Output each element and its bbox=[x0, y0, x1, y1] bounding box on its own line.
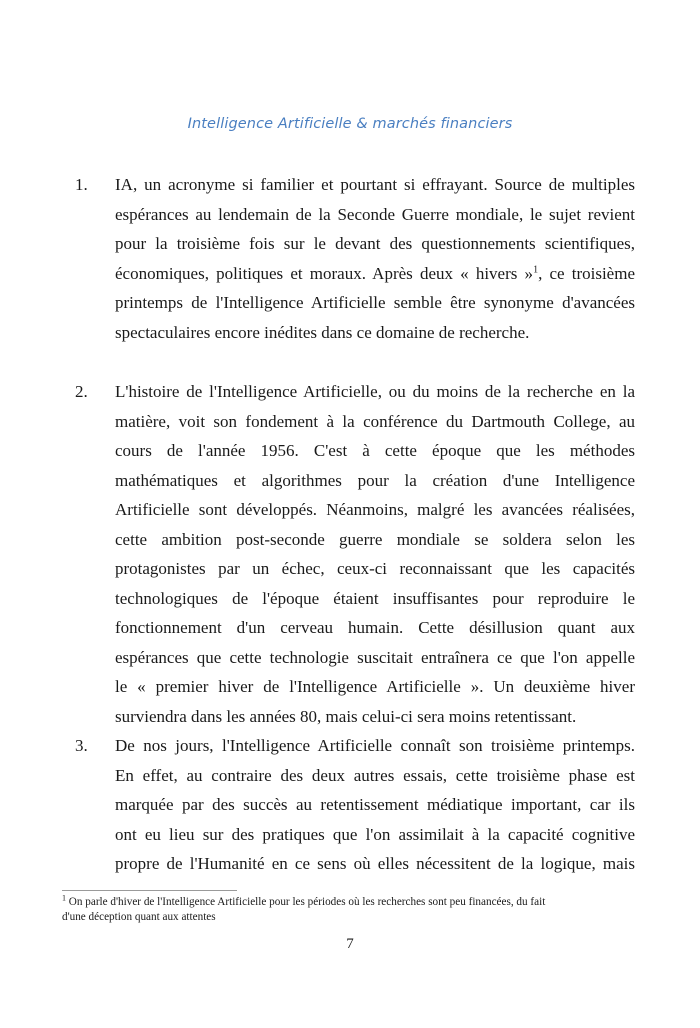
text-line-with-footnote bbox=[115, 259, 635, 289]
text-line: L'histoire de l'Intelligence Artificielle, ou du moins de la recherche en la bbox=[115, 382, 635, 401]
paragraph-number: 1. bbox=[75, 175, 88, 194]
text-line: protagonistes par un échec, ceux-ci reconnaissant que les capacités bbox=[115, 559, 635, 578]
text-line: mathématiques et algorithmes pour la création d'une Intelligence bbox=[115, 470, 635, 490]
footnote-separator bbox=[62, 890, 237, 891]
text-line: ont eu lieu sur des pratiques que l'on assimilait à la capacité cognitive bbox=[115, 824, 635, 844]
text-line: pour la troisième fois sur le devant des questionnements scientifiques, bbox=[115, 234, 635, 253]
text-line: printemps de l'Intelligence Artificielle semble être synonyme d'avancées bbox=[115, 293, 635, 312]
footnote bbox=[62, 895, 638, 925]
text-line: Artificielle sont développés. Néanmoins, malgré les avancées réalisées, bbox=[115, 500, 635, 519]
page-number: 7 bbox=[346, 936, 354, 952]
text-line: cours de l'année 1956. C'est à cette époque que les méthodes bbox=[115, 441, 635, 460]
text-line: technologiques de l'époque étaient insuffisantes pour reproduire le bbox=[115, 588, 635, 608]
text-line: matière, voit son fondement à la conférence du Dartmouth College, au bbox=[115, 411, 635, 431]
text-line: le « premier hiver de l'Intelligence Artificielle ». Un deuxième hiver bbox=[115, 677, 635, 696]
paragraph-text bbox=[115, 170, 635, 347]
text-line: fonctionnement d'un cerveau humain. Cette désillusion quant aux bbox=[115, 618, 635, 637]
text-line: De nos jours, l'Intelligence Artificielle connaît son troisième printemps. bbox=[115, 736, 635, 755]
footnote-reference[interactable]: 1 bbox=[533, 263, 539, 275]
footnote-text: d'une déception quant aux attentes bbox=[62, 911, 216, 923]
text-segment: , ce troisième bbox=[538, 263, 636, 283]
footnote-text: On parle d'hiver de l'Intelligence Artificielle pour les périodes où les recherches sont peu financées, du fait bbox=[66, 896, 546, 908]
text-segment: économiques, politiques et moraux. Après deux « hivers » bbox=[115, 263, 534, 283]
paragraph-number: 3. bbox=[75, 736, 88, 755]
text-line: espérances au lendemain de la Seconde Guerre mondiale, le sujet revient bbox=[115, 204, 635, 224]
text-line: propre de l'Humanité en ce sens où elles nécessitent de la logique, mais bbox=[115, 854, 635, 873]
footnote-marker: 1 bbox=[62, 893, 66, 903]
text-line: cette ambition post-seconde guerre mondiale se soldera selon les bbox=[115, 529, 635, 549]
document-title: Intelligence Artificielle & marchés financiers bbox=[187, 116, 513, 132]
paragraph-number: 2. bbox=[75, 382, 88, 401]
text-line: En effet, au contraire des deux autres essais, cette troisième phase est bbox=[115, 765, 635, 785]
text-line: surviendra dans les années 80, mais celui-ci sera moins retentissant. bbox=[115, 706, 577, 726]
paragraph-text bbox=[115, 731, 635, 879]
text-line: marquée par des succès au retentissement médiatique important, car ils bbox=[115, 795, 635, 814]
text-line: IA, un acronyme si familier et pourtant si effrayant. Source de multiples bbox=[115, 175, 635, 194]
text-line: espérances que cette technologie suscitait entraînera ce que l'on appelle bbox=[115, 647, 635, 667]
text-line: spectaculaires encore inédites dans ce domaine de recherche. bbox=[115, 322, 530, 342]
paragraph-text bbox=[115, 377, 635, 731]
